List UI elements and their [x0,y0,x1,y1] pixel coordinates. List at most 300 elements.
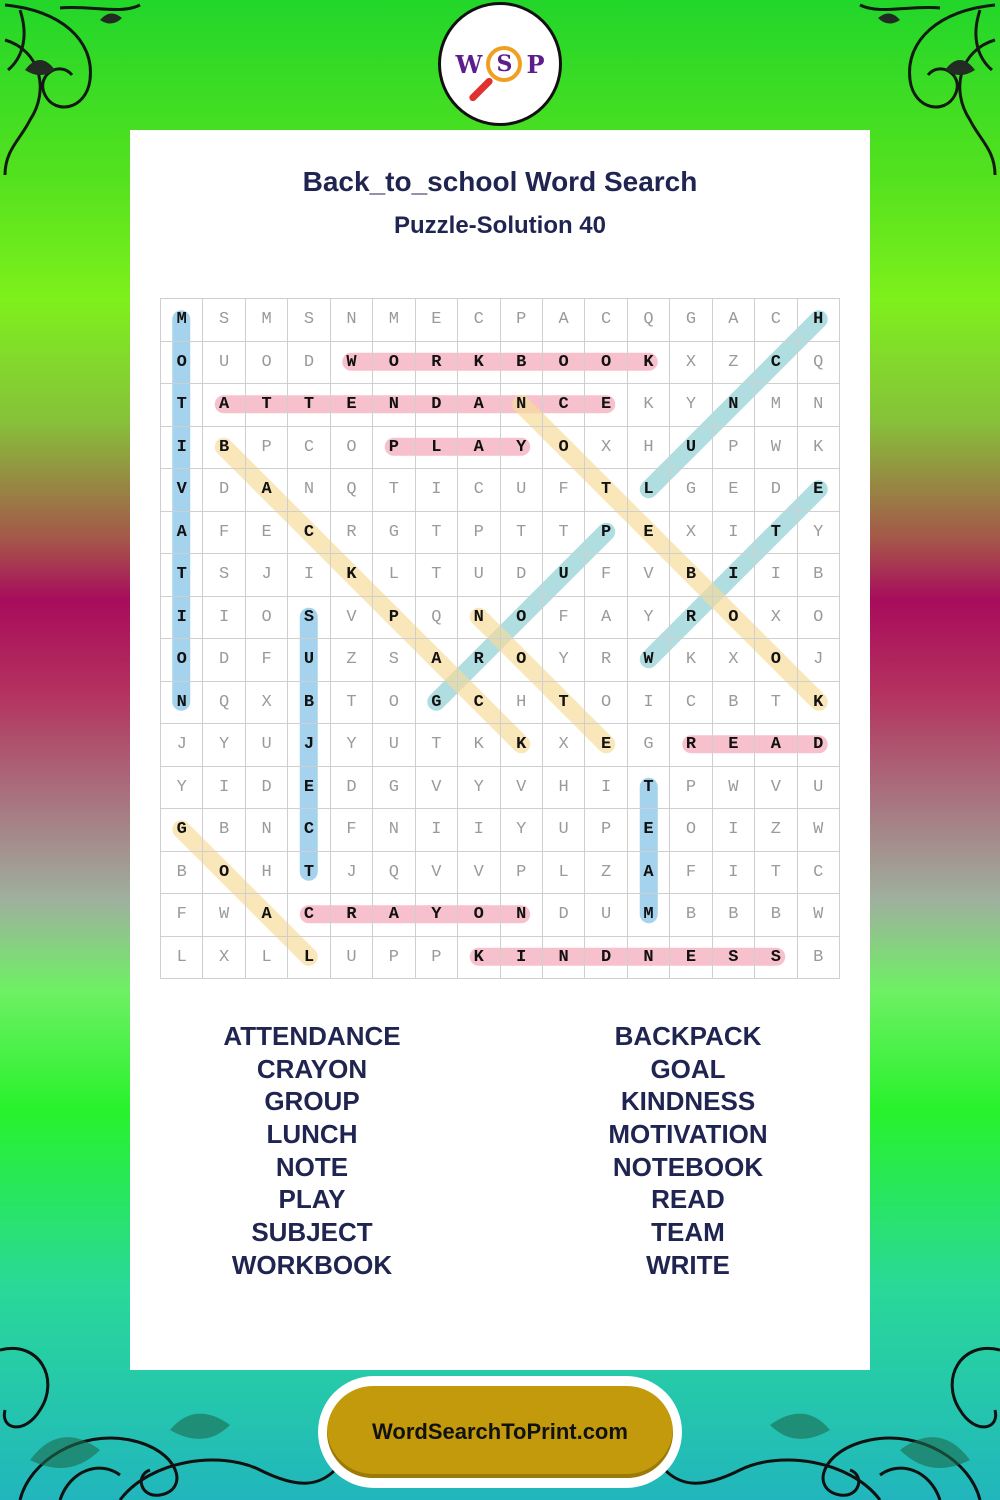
word-list-left [162,1020,462,1282]
grid-cell[interactable]: V [161,469,203,512]
grid-cell[interactable]: A [245,894,287,937]
grid-cell[interactable]: M [755,384,797,427]
word-list-item: WRITE [646,1249,730,1280]
grid-cell[interactable]: P [373,426,415,469]
grid-cell[interactable]: O [500,596,542,639]
grid-cell[interactable]: V [330,596,372,639]
grid-cell[interactable]: E [585,724,627,767]
grid-cell[interactable]: I [415,809,457,852]
grid-cell[interactable]: Y [203,724,245,767]
grid-row [161,384,840,427]
grid-cell[interactable]: D [245,766,287,809]
grid-cell[interactable]: K [627,384,669,427]
grid-cell[interactable]: U [245,724,287,767]
grid-cell[interactable]: C [458,299,500,342]
grid-cell[interactable]: T [161,554,203,597]
grid-cell[interactable]: A [203,384,245,427]
grid-cell[interactable]: I [585,766,627,809]
grid-cell[interactable]: D [288,341,330,384]
grid-cell[interactable]: B [670,554,712,597]
grid-cell[interactable]: H [245,851,287,894]
grid-cell[interactable]: N [797,384,839,427]
grid-cell[interactable]: Y [161,766,203,809]
grid-cell[interactable]: T [755,511,797,554]
grid-cell[interactable]: C [755,341,797,384]
grid-cell[interactable]: A [415,639,457,682]
grid-cell[interactable]: S [288,299,330,342]
grid-cell[interactable]: U [458,554,500,597]
grid-cell[interactable]: H [542,766,584,809]
grid-cell[interactable]: I [712,511,754,554]
grid-cell[interactable]: B [161,851,203,894]
word-list-item: BACKPACK [614,1021,762,1051]
grid-cell[interactable]: A [458,426,500,469]
corner-ornament-icon [0,0,150,180]
grid-cell[interactable]: E [627,511,669,554]
grid-cell[interactable]: O [542,426,584,469]
grid-cell[interactable]: T [542,511,584,554]
grid-cell[interactable]: B [288,681,330,724]
grid-cell[interactable]: R [670,596,712,639]
grid-cell[interactable]: X [542,724,584,767]
grid-cell[interactable]: U [542,809,584,852]
grid-cell[interactable]: X [670,511,712,554]
grid-cell[interactable]: X [712,639,754,682]
grid-cell[interactable]: H [797,299,839,342]
word-list-item: MOTIVATION [608,1119,768,1150]
grid-cell[interactable]: L [627,469,669,512]
grid-cell[interactable]: C [288,426,330,469]
grid-cell[interactable]: J [330,851,372,894]
grid-cell[interactable]: B [797,936,839,979]
grid-cell[interactable]: R [585,639,627,682]
grid-cell[interactable]: O [585,681,627,724]
grid-cell[interactable]: O [755,639,797,682]
grid-cell[interactable]: N [500,384,542,427]
grid-cell[interactable]: U [203,341,245,384]
grid-cell[interactable]: O [373,341,415,384]
grid-cell[interactable]: C [288,894,330,937]
grid-cell[interactable]: W [797,894,839,937]
grid-cell[interactable]: F [203,511,245,554]
grid-cell[interactable]: I [203,766,245,809]
grid-cell[interactable]: V [458,851,500,894]
grid-cell[interactable]: K [330,554,372,597]
grid-cell[interactable]: Q [415,596,457,639]
grid-cell[interactable]: W [330,341,372,384]
grid-cell[interactable]: I [203,596,245,639]
grid-cell[interactable]: Y [797,511,839,554]
grid-cell[interactable]: U [670,426,712,469]
grid-row [161,851,840,894]
grid-cell[interactable]: O [712,596,754,639]
grid-cell[interactable]: D [755,469,797,512]
grid-cell[interactable]: I [288,554,330,597]
grid-cell[interactable]: C [797,851,839,894]
word-list-item: GROUP [264,1086,360,1117]
grid-cell[interactable]: O [797,596,839,639]
word-list-right [538,1020,838,1282]
grid-cell[interactable]: O [330,426,372,469]
grid-cell[interactable]: B [755,894,797,937]
grid-cell[interactable]: Y [500,809,542,852]
grid-cell[interactable]: K [458,341,500,384]
grid-cell[interactable]: U [373,724,415,767]
grid-cell[interactable]: R [415,341,457,384]
grid-cell[interactable]: X [203,936,245,979]
grid-row [161,639,840,682]
grid-cell[interactable]: R [330,894,372,937]
grid-row [161,681,840,724]
word-list-item: ATTENDANCE [223,1021,401,1051]
grid-cell[interactable]: U [797,766,839,809]
grid-cell[interactable]: D [585,936,627,979]
corner-ornament-icon [850,0,1000,180]
grid-cell[interactable]: O [542,341,584,384]
grid-cell[interactable]: K [797,681,839,724]
grid-cell[interactable]: S [203,299,245,342]
grid-cell[interactable]: T [500,511,542,554]
grid-cell[interactable]: F [245,639,287,682]
grid-cell[interactable]: E [585,384,627,427]
grid-cell[interactable]: D [203,469,245,512]
grid-cell[interactable]: T [373,469,415,512]
grid-cell[interactable]: H [500,681,542,724]
grid-cell[interactable]: Q [627,299,669,342]
grid-cell[interactable]: Y [627,596,669,639]
grid-row [161,469,840,512]
grid-cell[interactable]: B [712,894,754,937]
grid-cell[interactable]: E [330,384,372,427]
grid-cell[interactable]: L [161,936,203,979]
grid-cell[interactable]: D [500,554,542,597]
grid-cell[interactable]: V [415,851,457,894]
grid-cell[interactable]: P [500,299,542,342]
grid-cell[interactable]: I [627,681,669,724]
grid-cell[interactable]: X [245,681,287,724]
grid-cell[interactable]: X [585,426,627,469]
grid-cell[interactable]: Z [712,341,754,384]
grid-cell[interactable]: P [500,851,542,894]
puzzle-subtitle: Puzzle-Solution 40 [393,212,606,239]
grid-cell[interactable]: I [161,426,203,469]
grid-cell[interactable]: V [415,766,457,809]
grid-cell[interactable]: K [458,936,500,979]
grid-cell[interactable]: L [288,936,330,979]
grid-cell[interactable]: T [627,766,669,809]
grid-cell[interactable]: P [373,596,415,639]
grid-cell[interactable]: I [161,596,203,639]
grid-cell[interactable]: D [203,639,245,682]
grid-cell[interactable]: S [288,596,330,639]
grid-cell[interactable]: G [627,724,669,767]
grid-cell[interactable]: W [712,766,754,809]
grid-cell[interactable]: I [500,936,542,979]
grid-cell[interactable]: C [458,681,500,724]
grid-cell[interactable]: T [288,851,330,894]
logo-letter: S [496,51,513,77]
letter-grid [160,298,840,979]
grid-cell[interactable]: K [458,724,500,767]
grid-cell[interactable]: G [670,469,712,512]
grid-cell[interactable]: P [670,766,712,809]
grid-cell[interactable]: G [670,299,712,342]
grid-cell[interactable]: P [712,426,754,469]
site-link-label: WordSearchToPrint.com [327,1386,673,1478]
grid-cell[interactable]: A [373,894,415,937]
grid-cell[interactable]: C [755,299,797,342]
grid-cell[interactable]: S [712,936,754,979]
word-list-item: NOTE [275,1151,349,1182]
grid-cell[interactable]: O [373,681,415,724]
grid-cell[interactable]: W [755,426,797,469]
grid-cell[interactable]: N [373,809,415,852]
grid-cell[interactable]: N [500,894,542,937]
word-list-item: NOTEBOOK [612,1151,764,1182]
grid-cell[interactable]: O [161,341,203,384]
grid-cell[interactable]: I [712,851,754,894]
grid-cell[interactable]: D [330,766,372,809]
grid-cell[interactable]: B [203,426,245,469]
grid-cell[interactable]: W [797,809,839,852]
grid-cell[interactable]: B [500,341,542,384]
grid-cell[interactable]: G [373,766,415,809]
puzzle-card [130,130,870,1370]
grid-cell[interactable]: N [458,596,500,639]
grid-cell[interactable]: O [500,639,542,682]
grid-cell[interactable]: T [585,469,627,512]
grid-cell[interactable]: N [245,809,287,852]
grid-cell[interactable]: N [373,384,415,427]
grid-cell[interactable]: Y [542,639,584,682]
word-list [130,1020,870,1290]
word-list-item: KINDNESS [620,1086,756,1117]
grid-cell[interactable]: B [203,809,245,852]
grid-cell[interactable]: U [542,554,584,597]
word-list-item: TEAM [651,1217,725,1248]
grid-cell[interactable]: G [415,681,457,724]
grid-cell[interactable]: E [797,469,839,512]
grid-cell[interactable]: Z [585,851,627,894]
grid-cell[interactable]: T [330,681,372,724]
grid-cell[interactable]: O [245,596,287,639]
grid-cell[interactable]: P [415,936,457,979]
grid-row [161,596,840,639]
grid-cell[interactable]: F [670,851,712,894]
grid-cell[interactable]: T [755,681,797,724]
grid-cell[interactable]: Y [415,894,457,937]
grid-cell[interactable]: G [373,511,415,554]
grid-cell[interactable]: G [161,809,203,852]
grid-cell[interactable]: C [542,384,584,427]
grid-cell[interactable]: T [161,384,203,427]
page-title: Back_to_school Word Search [302,166,698,197]
grid-cell[interactable]: J [161,724,203,767]
grid-cell[interactable]: F [542,596,584,639]
grid-cell[interactable]: F [542,469,584,512]
grid-cell[interactable]: O [161,639,203,682]
grid-cell[interactable]: P [458,511,500,554]
grid-cell[interactable]: E [415,299,457,342]
grid-row [161,554,840,597]
grid-cell[interactable]: Z [330,639,372,682]
grid-cell[interactable]: X [755,596,797,639]
grid-cell[interactable]: M [627,894,669,937]
grid-cell[interactable]: A [627,851,669,894]
grid-cell[interactable]: H [627,426,669,469]
grid-cell[interactable]: P [245,426,287,469]
grid-cell[interactable]: N [542,936,584,979]
grid-cell[interactable]: K [797,426,839,469]
word-list-item: PLAY [278,1184,346,1215]
grid-row [161,511,840,554]
grid-row [161,426,840,469]
grid-cell[interactable]: N [288,469,330,512]
grid-cell[interactable]: M [161,299,203,342]
grid-cell[interactable]: R [330,511,372,554]
grid-cell[interactable]: A [161,511,203,554]
grid-cell[interactable]: N [712,384,754,427]
grid-cell[interactable]: E [627,809,669,852]
grid-cell[interactable]: Q [373,851,415,894]
grid-cell[interactable]: Q [330,469,372,512]
grid-cell[interactable]: U [585,894,627,937]
grid-cell[interactable]: B [712,681,754,724]
grid-cell[interactable]: A [755,724,797,767]
word-list-item: CRAYON [256,1053,368,1084]
grid-cell[interactable]: E [245,511,287,554]
grid-cell[interactable]: E [712,724,754,767]
grid-cell[interactable]: W [627,639,669,682]
grid-cell[interactable]: T [542,681,584,724]
grid-cell[interactable]: O [585,341,627,384]
grid-cell[interactable]: D [797,724,839,767]
grid-cell[interactable]: M [373,299,415,342]
grid-cell[interactable]: V [755,766,797,809]
grid-cell[interactable]: I [458,809,500,852]
grid-cell[interactable]: S [203,554,245,597]
grid-cell[interactable]: A [585,596,627,639]
grid-cell[interactable]: A [245,469,287,512]
grid-cell[interactable]: E [712,469,754,512]
grid-cell[interactable]: I [712,554,754,597]
grid-cell[interactable]: Y [458,766,500,809]
grid-cell[interactable]: R [670,724,712,767]
grid-cell[interactable]: V [500,766,542,809]
grid-cell[interactable]: N [161,681,203,724]
grid-cell[interactable]: P [373,936,415,979]
grid-cell[interactable]: E [288,766,330,809]
grid-cell[interactable]: O [203,851,245,894]
grid-cell[interactable]: J [797,639,839,682]
grid-cell[interactable]: L [542,851,584,894]
logo-letter: W [455,49,483,79]
site-link-button[interactable] [318,1376,682,1488]
grid-cell[interactable]: U [288,639,330,682]
grid-cell[interactable]: W [203,894,245,937]
grid-cell[interactable]: Q [203,681,245,724]
grid-cell[interactable]: R [458,639,500,682]
grid-cell[interactable]: X [670,341,712,384]
grid-cell[interactable]: O [458,894,500,937]
grid-cell[interactable]: D [415,384,457,427]
magnifier-icon [486,46,522,82]
grid-cell[interactable]: P [585,809,627,852]
grid-cell[interactable]: Y [670,384,712,427]
grid-row [161,341,840,384]
grid-cell[interactable]: A [542,299,584,342]
grid-cell[interactable]: T [245,384,287,427]
grid-cell[interactable]: T [415,511,457,554]
grid-cell[interactable]: C [458,469,500,512]
grid-cell[interactable]: O [245,341,287,384]
grid-cell[interactable]: J [288,724,330,767]
grid-cell[interactable]: B [670,894,712,937]
grid-cell[interactable]: L [373,554,415,597]
grid-cell[interactable]: Y [330,724,372,767]
grid-cell[interactable]: O [670,809,712,852]
grid-cell[interactable]: D [542,894,584,937]
site-logo[interactable] [438,2,562,126]
word-list-item: READ [651,1184,725,1215]
grid-cell[interactable]: U [330,936,372,979]
grid-cell[interactable]: K [500,724,542,767]
grid-row [161,724,840,767]
grid-cell[interactable]: P [585,511,627,554]
grid-cell[interactable]: F [161,894,203,937]
grid-cell[interactable]: L [245,936,287,979]
grid-cell[interactable]: Q [797,341,839,384]
grid-cell[interactable]: T [288,384,330,427]
grid-cell[interactable]: A [458,384,500,427]
grid-cell[interactable]: S [755,936,797,979]
word-grid [160,298,840,978]
grid-cell[interactable]: C [288,511,330,554]
grid-cell[interactable]: T [415,554,457,597]
grid-row [161,936,840,979]
word-list-item: WORKBOOK [231,1249,393,1280]
grid-cell[interactable]: T [755,851,797,894]
grid-cell[interactable]: N [627,936,669,979]
grid-row [161,894,840,937]
grid-cell[interactable]: S [373,639,415,682]
grid-cell[interactable]: I [415,469,457,512]
grid-cell[interactable]: B [797,554,839,597]
grid-cell[interactable]: I [712,809,754,852]
grid-cell[interactable]: C [585,299,627,342]
grid-cell[interactable]: C [288,809,330,852]
grid-cell[interactable]: K [670,639,712,682]
grid-cell[interactable]: Z [755,809,797,852]
grid-cell[interactable]: K [627,341,669,384]
grid-cell[interactable]: U [500,469,542,512]
grid-cell[interactable]: I [755,554,797,597]
grid-row [161,299,840,342]
grid-cell[interactable]: V [627,554,669,597]
grid-cell[interactable]: A [712,299,754,342]
grid-cell[interactable]: Y [500,426,542,469]
grid-cell[interactable]: C [670,681,712,724]
grid-cell[interactable]: F [330,809,372,852]
grid-cell[interactable]: J [245,554,287,597]
logo-letter: P [526,49,545,79]
grid-cell[interactable]: M [245,299,287,342]
grid-cell[interactable]: F [585,554,627,597]
grid-cell[interactable]: T [415,724,457,767]
grid-cell[interactable]: L [415,426,457,469]
grid-cell[interactable]: E [670,936,712,979]
grid-cell[interactable]: N [330,299,372,342]
